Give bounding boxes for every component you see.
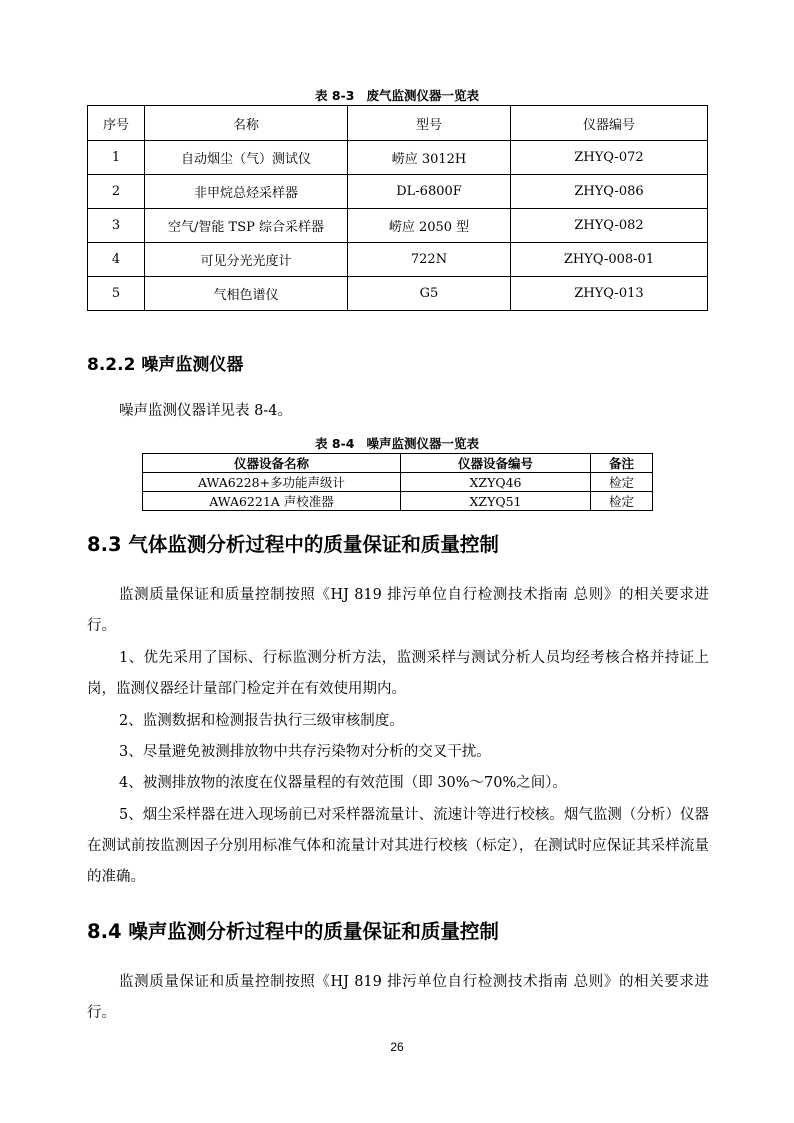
- table-cell: 2: [88, 175, 145, 209]
- page-number: 26: [390, 1040, 404, 1054]
- table-cell: 3: [88, 209, 145, 243]
- table-cell: 检定: [591, 473, 653, 492]
- table-8-4-caption-title: 噪声监测仪器一览表: [366, 436, 479, 451]
- paragraph: 噪声监测仪器详见表 8-4。: [119, 403, 292, 419]
- table-8-4-caption: [87, 436, 707, 452]
- table-cell: 1: [88, 141, 145, 175]
- paragraph: 监测质量保证和质量控制按照《HJ 819 排污单位自行检测技术指南 总则》的相关要求进行。: [87, 587, 709, 634]
- table-8-3-caption-number: 表 8-3: [315, 88, 355, 103]
- table-cell: 检定: [591, 492, 653, 511]
- table-row: [143, 473, 653, 492]
- paragraph: 1、优先采用了国标、行标监测分析方法，监测采样与测试分析人员均经考核合格并持证上岗，监测仪器经计量部门检定并在有效使用期内。: [87, 650, 709, 697]
- table-cell: 可见分光光度计: [145, 243, 348, 277]
- paragraph: 5、烟尘采样器在进入现场前已对采样器流量计、流速计等进行校核。烟气监测（分析）仪器在测试前按监测因子分别用标准气体和流量计对其进行校核（标定），在测试时应保证其采样流量的准确。: [87, 807, 709, 885]
- header-cell: 仪器编号: [511, 106, 708, 141]
- table-cell: 空气/智能 TSP 综合采样器: [145, 209, 348, 243]
- table-cell: DL-6800F: [348, 175, 511, 209]
- paragraph: 3、尽量避免被测排放物中共存污染物对分析的交叉干扰。: [119, 744, 491, 760]
- table-row: [88, 175, 708, 209]
- table-cell: AWA6221A 声校准器: [143, 492, 401, 511]
- table-cell: ZHYQ-082: [511, 209, 708, 243]
- header-cell: 序号: [88, 106, 145, 141]
- header-cell: 仪器设备名称: [143, 454, 401, 473]
- table-cell: ZHYQ-013: [511, 277, 708, 311]
- section-heading-8-2-2: 8.2.2 噪声监测仪器: [87, 355, 244, 375]
- section-heading-8-3: 8.3 气体监测分析过程中的质量保证和质量控制: [87, 533, 499, 556]
- table-cell: 崂应 2050 型: [348, 209, 511, 243]
- table-8-3: [87, 105, 708, 311]
- header-cell: 型号: [348, 106, 511, 141]
- table-cell: XZYQ51: [401, 492, 591, 511]
- table-8-4-caption-number: 表 8-4: [315, 436, 355, 451]
- table-cell: ZHYQ-072: [511, 141, 708, 175]
- table-cell: ZHYQ-008-01: [511, 243, 708, 277]
- table-cell: ZHYQ-086: [511, 175, 708, 209]
- section-heading-8-4: 8.4 噪声监测分析过程中的质量保证和质量控制: [87, 920, 499, 943]
- table-cell: 4: [88, 243, 145, 277]
- table-8-3-caption-title: 废气监测仪器一览表: [366, 88, 479, 103]
- paragraph: 2、监测数据和检测报告执行三级审核制度。: [119, 713, 404, 729]
- paragraph: 监测质量保证和质量控制按照《HJ 819 排污单位自行检测技术指南 总则》的相关要求进行。: [87, 974, 709, 1021]
- table-row: [143, 492, 653, 511]
- table-header-row: [143, 454, 653, 473]
- table-8-3-caption: [87, 88, 707, 104]
- table-header-row: [88, 106, 708, 141]
- paragraph: 4、被测排放物的浓度在仪器量程的有效范围（即 30%～70%之间）。: [119, 775, 568, 791]
- table-8-4: [142, 453, 653, 511]
- header-cell: 仪器设备编号: [401, 454, 591, 473]
- table-row: [88, 277, 708, 311]
- table-row: [88, 209, 708, 243]
- header-cell: 名称: [145, 106, 348, 141]
- table-cell: 5: [88, 277, 145, 311]
- header-cell: 备注: [591, 454, 653, 473]
- table-cell: G5: [348, 277, 511, 311]
- table-cell: 非甲烷总烃采样器: [145, 175, 348, 209]
- table-row: [88, 243, 708, 277]
- table-row: [88, 141, 708, 175]
- table-cell: 气相色谱仪: [145, 277, 348, 311]
- table-cell: 722N: [348, 243, 511, 277]
- table-cell: AWA6228+多功能声级计: [143, 473, 401, 492]
- table-cell: 自动烟尘（气）测试仪: [145, 141, 348, 175]
- table-cell: XZYQ46: [401, 473, 591, 492]
- table-cell: 崂应 3012H: [348, 141, 511, 175]
